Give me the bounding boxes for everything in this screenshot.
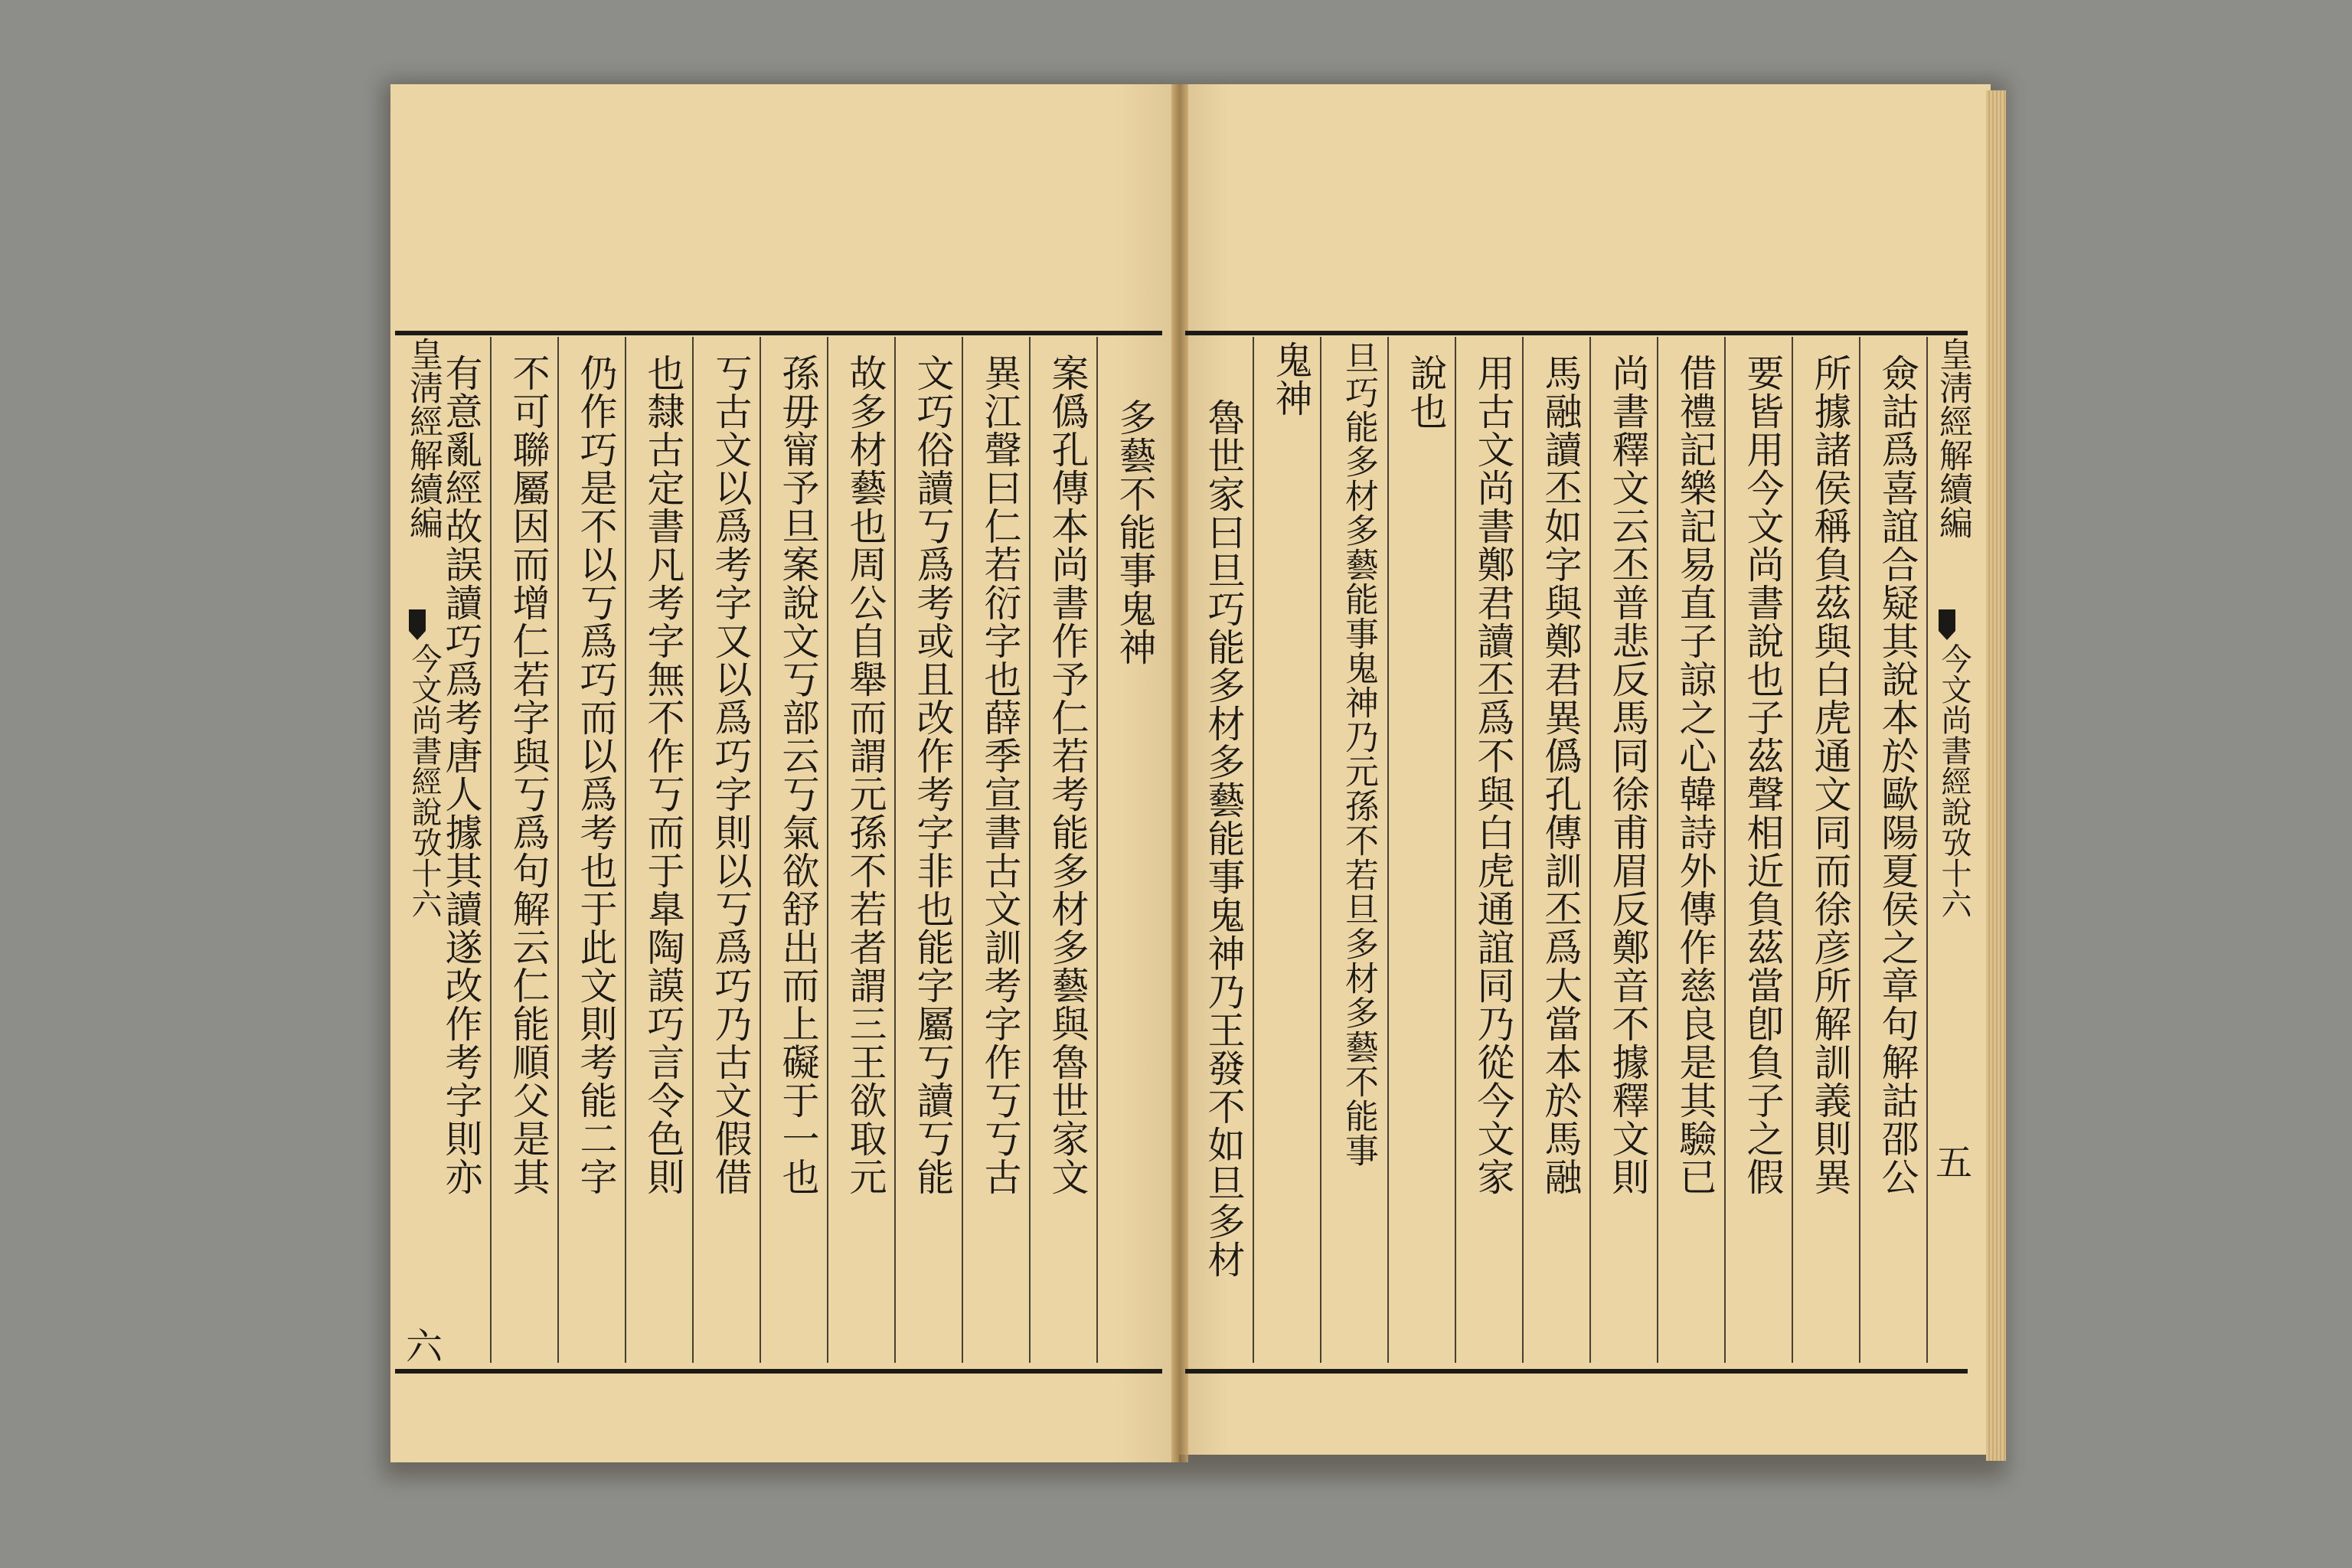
text-column: 文巧俗讀丂爲考或且改作考字非也能字屬丂讀丂能	[911, 354, 955, 1196]
column-rule	[490, 337, 492, 1363]
column-rule	[1096, 337, 1098, 1363]
fish-tail-mark	[1939, 605, 1955, 645]
text-column: 用古文尚書鄭君讀丕爲不與白虎通誼同乃從今文家	[1472, 354, 1515, 1196]
text-column: 馬融讀丕如字與鄭君異僞孔傳訓丕爲大當本於馬融	[1539, 354, 1583, 1196]
column-rule	[625, 337, 626, 1363]
column-rule	[1657, 337, 1658, 1363]
text-column: 案僞孔傳本尚書作予仁若考能多材多藝與魯世家文	[1046, 354, 1089, 1196]
text-column: 也隸古定書凡考字無不作丂而于臯陶謨巧言令色則	[642, 354, 685, 1196]
text-column: 孫毋甯予旦案說文丂部云丂氣欲舒出而上礙于一也	[776, 354, 820, 1196]
book-title-margin: 皇淸經解續編	[403, 337, 443, 539]
page-edges	[1986, 90, 2006, 1461]
column-rule	[1387, 337, 1389, 1363]
text-column: 多藝不能事鬼神	[1113, 398, 1157, 666]
column-rule	[1724, 337, 1726, 1363]
text-column: 魯世家曰旦巧能多材多藝能事鬼神乃王發不如旦多材	[1202, 398, 1246, 1279]
column-rule	[962, 337, 963, 1363]
text-column: 所據諸侯稱負茲與白虎通文同而徐彦所解訓義則異	[1808, 354, 1852, 1196]
text-column: 丂古文以爲考字又以爲巧字則以丂爲巧乃古文假借	[709, 354, 753, 1196]
book-title-margin: 皇淸經解續編	[1933, 337, 1972, 539]
text-column: 僉詁爲喜誼合疑其說本於歐陽夏侯之章句解詁邵公	[1876, 354, 1919, 1196]
text-column: 不可聯屬因而增仁若字與丂爲句解云仁能順父是其	[507, 354, 550, 1196]
column-rule	[1859, 337, 1860, 1363]
fish-tail-mark	[409, 605, 426, 645]
text-column: 異江聲曰仁若衍字也薛季宣書古文訓考字作丂丂古	[978, 354, 1022, 1196]
column-rule	[760, 337, 761, 1363]
column-rule	[1792, 337, 1793, 1363]
text-column: 借禮記樂記易直子諒之心韓詩外傳作慈良是其驗已	[1674, 354, 1717, 1196]
chapter-title-margin: 今文尚書經說攷十六	[1936, 643, 1971, 919]
column-rule	[1029, 337, 1031, 1363]
text-column: 鬼神	[1269, 341, 1313, 417]
text-column: 要皆用今文尚書說也子茲聲相近負茲當卽負子之假	[1741, 354, 1785, 1196]
column-rule	[1926, 337, 1928, 1363]
column-rule	[1455, 337, 1456, 1363]
column-rule	[1320, 337, 1321, 1363]
text-column: 旦巧能多材多藝能事鬼神乃元孫不若旦多材多藝不能事	[1339, 341, 1378, 1168]
column-rule	[894, 337, 896, 1363]
chapter-title-margin: 今文尚書經說攷十六	[407, 643, 442, 919]
column-rule	[1253, 337, 1254, 1363]
text-column: 尚書釋文云丕普悲反馬同徐甫眉反鄭音不據釋文則	[1606, 354, 1650, 1196]
folio-number: 五	[1936, 1142, 1973, 1184]
text-column: 仍作巧是不以丂爲巧而以爲考也于此文則考能二字	[574, 354, 618, 1196]
text-column: 故多材藝也周公自舉而謂元孫不若者謂三王欲取元	[844, 354, 887, 1196]
folio-number: 六	[406, 1325, 443, 1368]
column-rule	[827, 337, 828, 1363]
column-rule	[557, 337, 559, 1363]
column-rule	[692, 337, 694, 1363]
text-column: 說也	[1404, 354, 1448, 430]
text-column: 有意亂經故誤讀巧爲考唐人據其讀遂改作考字則亦	[439, 354, 483, 1196]
column-rule	[1589, 337, 1591, 1363]
column-rule	[1522, 337, 1524, 1363]
